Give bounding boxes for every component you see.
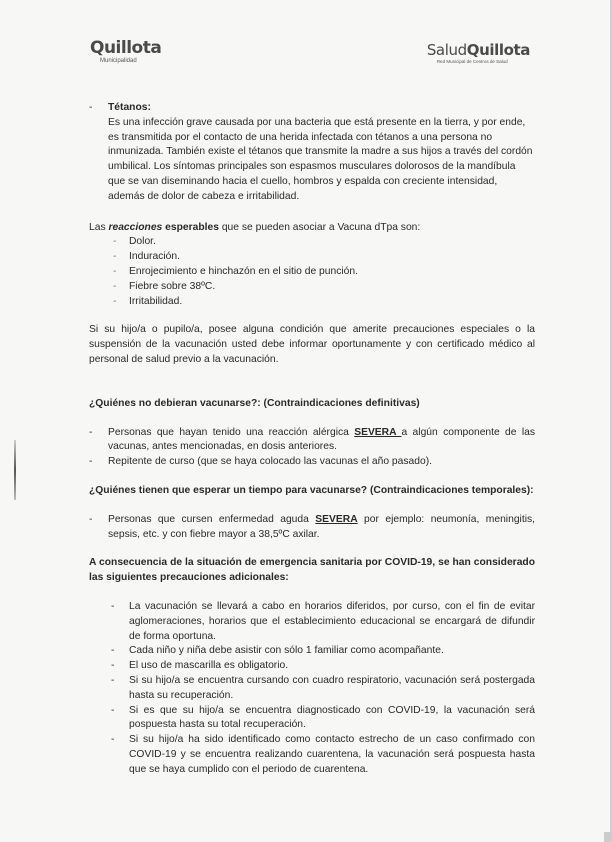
list-dash: -: [113, 265, 117, 277]
list-dash: -: [111, 600, 115, 612]
contraindicaciones-temporales-heading: ¿Quiénes tienen que esperar un tiempo para vacunarse? (Contraindicaciones temporales):: [89, 484, 534, 496]
reaccion-text: Enrojecimiento e hinchazón en el sitio de punción.: [129, 265, 358, 277]
salud-logo-part: Salud: [426, 41, 467, 59]
list-dash: -: [89, 426, 93, 438]
list-item: [89, 733, 535, 777]
scan-margin-mark: [14, 440, 16, 500]
covid-item-text: Cada niño y niña debe asistir con sólo 1 familiar como acompañante.: [129, 645, 444, 657]
list-item: [89, 426, 535, 456]
reacciones-intro-bold: esperables: [162, 221, 219, 233]
contraindicaciones-definitivas-heading: ¿Quiénes no debieran vacunarse?: (Contraindicaciones definitivas): [89, 397, 420, 409]
covid-item-text: Si su hijo/a ha sido identificado como contacto estrecho de un caso confirmado con COVID-19 y se encuentra realizando cuarentena, la vacunación será pospuesta hasta que se haya cumplido con el periodo de cuarentena.: [129, 734, 535, 775]
reaccion-text: Irritabilidad.: [129, 295, 183, 307]
list-dash: -: [89, 456, 93, 468]
list-dash: -: [111, 704, 115, 716]
reacciones-intro-emph: reacciones: [108, 221, 163, 233]
reacciones-list: [89, 235, 535, 309]
list-item: [89, 295, 535, 310]
scan-corner-mark: [604, 832, 612, 842]
covid-precauciones-heading: A consecuencia de la situación de emergencia sanitaria por COVID-19, se han considerado las siguientes precauciones adicionales:: [89, 557, 535, 584]
covid-item-text: El uso de mascarilla es obligatorio.: [129, 660, 289, 672]
list-item: [89, 674, 535, 704]
salud-quillota-logo-text: [427, 42, 530, 58]
reaccion-text: Fiebre sobre 38ºC.: [129, 280, 216, 292]
list-dash: -: [113, 295, 117, 307]
municipalidad-logo-subtitle: Municipalidad: [100, 58, 137, 64]
list-item: [89, 659, 535, 674]
list-item: [89, 235, 535, 250]
contra-def-item2: Repitente de curso (que se haya colocado las vacunas el año pasado).: [108, 456, 432, 468]
list-item: [89, 265, 535, 280]
reaccion-text: Dolor.: [129, 236, 156, 248]
list-item: [89, 600, 535, 644]
tetanos-section: [89, 101, 535, 205]
list-dash: -: [111, 660, 115, 672]
reacciones-intro-post: que se pueden asociar a Vacuna dTpa son:: [218, 221, 421, 233]
tetanos-description: Es una infección grave causada por una bacteria que está presente en la tierra, y por ende, es transmitida por el contacto de una herida infectada con tétanos a una persona no inmunizada. También existe el tétanos que transmite la madre a sus hijos a través del cordón umbilical. Los síntomas principales son espasmos musculares dolorosos de la mandíbula que se van diseminando hacia el cuello, hombros y espalda con creciente intensidad, además de dolor de cabeza e irritabilidad.: [108, 116, 533, 202]
document-body: [89, 101, 535, 777]
list-item: [89, 455, 535, 470]
list-dash: -: [113, 280, 117, 292]
covid-item-text: La vacunación se llevará a cabo en horarios diferidos, por curso, con el fin de evitar aglomeraciones, horarios que el establecimiento educacional se encargará de difundir de forma oportuna.: [129, 600, 535, 642]
contra-def-item1-pre: Personas que hayan tenido una reacción alérgica: [108, 426, 355, 438]
list-item: [89, 250, 535, 265]
list-item: [89, 644, 535, 659]
list-item: [89, 704, 535, 734]
contra-def-item1-post: a algún componente de las vacunas, antes mencionadas, en dosis anteriores.: [108, 426, 535, 453]
contra-temp-item1-emph: SEVERA: [315, 513, 358, 525]
municipalidad-logo-text: Quillota: [90, 38, 162, 58]
salud-quillota-logo-subtitle: Red Municipal de Centros de Salud: [436, 59, 508, 64]
reaccion-text: Induración.: [129, 251, 180, 263]
covid-item-text: Si es que su hijo/a se encuentra diagnosticado con COVID-19, la vacunación será pospuesta hasta su total recuperación.: [129, 704, 535, 731]
list-dash: -: [113, 251, 117, 263]
covid-item-text: Si su hijo/a se encuentra cursando con cuadro respiratorio, vacunación será postergada hasta su recuperación.: [129, 674, 535, 701]
list-dash: -: [111, 645, 115, 657]
list-item: [89, 280, 535, 295]
municipalidad-logo: [90, 40, 180, 64]
contra-temp-item1-post: por ejemplo: neumonía, meningitis, sepsis, etc. y con fiebre mayor a 38,5ºC axilar.: [108, 513, 535, 540]
covid-precauciones-list: [89, 600, 535, 778]
reacciones-intro: [89, 221, 535, 236]
salud-quillota-logo: [427, 42, 530, 64]
list-dash: -: [113, 236, 117, 248]
precauciones-paragraph: Si su hijo/a o pupilo/a, posee alguna condición que amerite precauciones especiales o la suspensión de la vacunación usted debe informar oportunamente y con certificado médico al personal de salud previo a la vacunación.: [89, 324, 535, 365]
list-item: [89, 513, 535, 543]
quillota-logo-part: Quillota: [466, 41, 530, 59]
list-dash: -: [89, 102, 93, 113]
list-dash: -: [111, 674, 115, 686]
contra-def-item1-emph: SEVERA: [354, 426, 402, 438]
list-dash: -: [89, 513, 93, 525]
list-dash: -: [111, 734, 115, 746]
tetanos-title: Tétanos:: [108, 102, 151, 113]
reacciones-intro-pre: Las: [89, 221, 109, 233]
contra-temp-item1-pre: Personas que cursen enfermedad aguda: [108, 513, 316, 525]
